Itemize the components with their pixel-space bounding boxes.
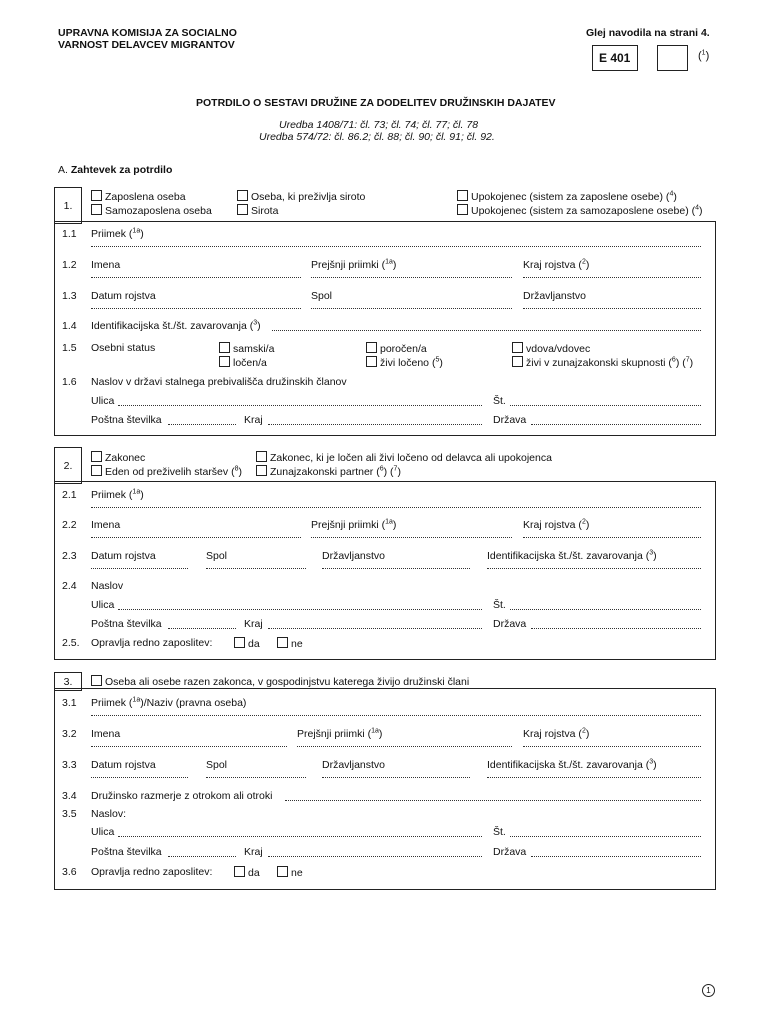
postcode-field[interactable] xyxy=(168,424,236,425)
s3-previous-surnames-label: Prejšnji priimki ($^{1a}$) xyxy=(297,727,383,740)
s3-street-field[interactable] xyxy=(118,836,482,837)
s2-country-label: Država xyxy=(493,618,527,630)
s3-address-label: Naslov: xyxy=(91,808,127,820)
checkbox[interactable] xyxy=(219,356,230,367)
s2-nationality-field[interactable] xyxy=(322,568,470,569)
house-number-label: Št. xyxy=(493,395,506,407)
checkbox[interactable] xyxy=(234,637,245,648)
row-3-5-number: 3.5 xyxy=(62,808,77,820)
s2-employment-label: Opravlja redno zaposlitev: xyxy=(91,637,213,649)
postcode-label: Poštna številka xyxy=(91,414,162,426)
s2-house-number-label: Št. xyxy=(493,599,506,611)
checkbox[interactable] xyxy=(277,637,288,648)
instructions-note: Glej navodila na strani 4. xyxy=(586,27,710,39)
section-3-box xyxy=(54,688,716,890)
forenames-label: Imena xyxy=(91,259,121,271)
regulation-1: Uredba 1408/71: čl. 73; čl. 74; čl. 77; čl. 78 xyxy=(279,119,479,131)
row-3-2-number: 3.2 xyxy=(62,728,77,740)
s2-id-number-label: Identifikacijska št./št. zavarovanja ($^3$) xyxy=(487,549,657,562)
forenames-field[interactable] xyxy=(91,277,301,278)
nationality-field[interactable] xyxy=(523,308,701,309)
s3-postcode-label: Poštna številka xyxy=(91,846,162,858)
s2-street-label: Ulica xyxy=(91,599,115,611)
s2-previous-surnames-label: Prejšnji priimki ($^{1a}$) xyxy=(311,518,397,531)
s2-street-field[interactable] xyxy=(118,609,482,610)
s3-employment-label: Opravlja redno zaposlitev: xyxy=(91,866,213,878)
s3-relationship-label: Družinsko razmerje z otrokom ali otroki xyxy=(91,790,273,802)
checkbox[interactable] xyxy=(512,356,523,367)
section-a-title: Zahtevek za potrdilo xyxy=(70,164,173,176)
s2-country-field[interactable] xyxy=(531,628,701,629)
s3-house-number-label: Št. xyxy=(493,826,506,838)
house-number-field[interactable] xyxy=(510,405,701,406)
birthplace-label: Kraj rojstva ($^2$) xyxy=(523,258,590,271)
status-single[interactable]: samski/a xyxy=(219,342,274,355)
birthplace-field[interactable] xyxy=(523,277,701,278)
form-code-box xyxy=(592,45,638,71)
id-number-field[interactable] xyxy=(272,330,701,331)
s2-sex-label: Spol xyxy=(206,550,228,562)
checkbox[interactable] xyxy=(91,451,102,462)
checkbox[interactable] xyxy=(237,190,248,201)
checkbox[interactable] xyxy=(237,204,248,215)
checkbox[interactable] xyxy=(91,675,102,686)
form-code: E 401 xyxy=(599,51,631,65)
s2-nationality-label: Državljanstvo xyxy=(322,550,386,562)
checkbox[interactable] xyxy=(234,866,245,877)
s2-id-number-field[interactable] xyxy=(487,568,701,569)
s1-opt-selfemployed[interactable]: Samozaposlena oseba xyxy=(91,204,212,217)
org-name-line2: VARNOST DELAVCEV MIGRANTOV xyxy=(58,39,235,51)
s2-sex-field[interactable] xyxy=(206,568,306,569)
status-cohabiting[interactable]: živi v zunajzakonski skupnosti ($^6$) ($^7$) xyxy=(512,356,693,369)
town-field[interactable] xyxy=(268,424,482,425)
s2-town-field[interactable] xyxy=(268,628,482,629)
checkbox[interactable] xyxy=(91,190,102,201)
id-number-label: Identifikacijska št./št. zavarovanja ($^3$) xyxy=(91,319,261,332)
s3-nationality-label: Državljanstvo xyxy=(322,759,386,771)
s1-opt-pensioner-employed[interactable]: Upokojenec (sistem za zaposlene osebe) ($^4$) xyxy=(457,190,677,203)
checkbox[interactable] xyxy=(366,342,377,353)
status-divorced[interactable]: ločen/a xyxy=(219,356,267,369)
s3-house-number-field[interactable] xyxy=(510,836,701,837)
s3-employment-yes[interactable]: da xyxy=(234,866,260,879)
page-number-mark: 1 xyxy=(702,984,715,997)
s3-birthdate-label: Datum rojstva xyxy=(91,759,156,771)
section-a-heading xyxy=(58,164,172,176)
s2-opt-spouse[interactable]: Zakonec xyxy=(91,451,145,464)
s2-birthplace-label: Kraj rojstva ($^2$) xyxy=(523,518,590,531)
row-2-5-number: 2.5. xyxy=(62,637,80,649)
s2-postcode-field[interactable] xyxy=(168,628,236,629)
s2-opt-separated-spouse[interactable]: Zakonec, ki je ločen ali živi ločeno od delavca ali upokojenca xyxy=(256,451,552,464)
s3-town-label: Kraj xyxy=(244,846,263,858)
street-label: Ulica xyxy=(91,395,115,407)
s3-birthplace-field[interactable] xyxy=(523,746,701,747)
row-2-4-number: 2.4 xyxy=(62,580,77,592)
s2-opt-partner[interactable]: Zunajzakonski partner ($^6$) ($^7$) xyxy=(256,465,401,478)
country-label: Država xyxy=(493,414,527,426)
s2-employment-no[interactable]: ne xyxy=(277,637,303,650)
row-1-1-label: Priimek ($^{1a}$) xyxy=(91,227,144,240)
s3-surname-label: Priimek ($^{1a}$)/Naziv (pravna oseba) xyxy=(91,696,247,709)
s3-employment-no[interactable]: ne xyxy=(277,866,303,879)
s3-country-field[interactable] xyxy=(531,856,701,857)
street-field[interactable] xyxy=(118,405,482,406)
row-3-3-number: 3.3 xyxy=(62,759,77,771)
row-3-4-number: 3.4 xyxy=(62,790,77,802)
s2-previous-surnames-field[interactable] xyxy=(311,537,512,538)
section-1-number: 1. xyxy=(54,187,82,224)
row-1-3-number: 1.3 xyxy=(62,290,77,302)
row-1-4-number: 1.4 xyxy=(62,320,77,332)
row-2-1-number: 2.1 xyxy=(62,489,77,501)
s3-nationality-field[interactable] xyxy=(322,777,470,778)
status-separated[interactable]: živi ločeno ($^5$) xyxy=(366,356,443,369)
s2-house-number-field[interactable] xyxy=(510,609,701,610)
birthdate-field[interactable] xyxy=(91,308,301,309)
s3-sex-field[interactable] xyxy=(206,777,306,778)
row-1-2-number: 1.2 xyxy=(62,259,77,271)
s3-birthplace-label: Kraj rojstva ($^2$) xyxy=(523,727,590,740)
form-title: POTRDILO O SESTAVI DRUŽINE ZA DODELITEV DRUŽINSKIH DAJATEV xyxy=(196,97,556,109)
town-label: Kraj xyxy=(244,414,263,426)
s1-opt-pensioner-selfemployed[interactable]: Upokojenec (sistem za samozaposlene osebe) ($^4$) xyxy=(457,204,703,217)
s3-town-field[interactable] xyxy=(268,856,482,857)
country-field[interactable] xyxy=(531,424,701,425)
sex-label: Spol xyxy=(311,290,333,302)
section-3-number: 3. xyxy=(54,672,82,691)
s3-birthdate-field[interactable] xyxy=(91,777,188,778)
s3-sex-label: Spol xyxy=(206,759,228,771)
checkbox[interactable] xyxy=(219,342,230,353)
checkbox[interactable] xyxy=(277,866,288,877)
s3-surname-field[interactable] xyxy=(91,715,701,716)
nationality-label: Državljanstvo xyxy=(523,290,587,302)
checkbox[interactable] xyxy=(256,451,267,462)
row-1-1-number: 1.1 xyxy=(62,228,77,240)
s2-employment-yes[interactable]: da xyxy=(234,637,260,650)
form-code-footnote: ($^1$) xyxy=(698,49,710,62)
s1-opt-orphan[interactable]: Sirota xyxy=(237,204,278,217)
s3-relationship-field[interactable] xyxy=(285,800,701,801)
s3-id-number-field[interactable] xyxy=(487,777,701,778)
checkbox[interactable] xyxy=(457,204,468,215)
s3-country-label: Država xyxy=(493,846,527,858)
s3-forenames-field[interactable] xyxy=(91,746,287,747)
s3-opt-other-person[interactable]: Oseba ali osebe razen zakonca, v gospodinjstvu katerega živijo družinski člani xyxy=(91,675,469,688)
checkbox[interactable] xyxy=(366,356,377,367)
s2-surname-field[interactable] xyxy=(91,507,701,508)
row-2-3-number: 2.3 xyxy=(62,550,77,562)
family-address-label: Naslov v državi stalnega prebivališča družinskih članov xyxy=(91,376,347,388)
status-married[interactable]: poročen/a xyxy=(366,342,427,355)
row-1-6-number: 1.6 xyxy=(62,376,77,388)
birthdate-label: Datum rojstva xyxy=(91,290,156,302)
s3-previous-surnames-field[interactable] xyxy=(297,746,512,747)
checkbox[interactable] xyxy=(91,465,102,476)
s1-opt-orphan-supporter[interactable]: Oseba, ki preživlja siroto xyxy=(237,190,365,203)
row-2-2-number: 2.2 xyxy=(62,519,77,531)
s2-birthplace-field[interactable] xyxy=(523,537,701,538)
s2-birthdate-field[interactable] xyxy=(91,568,188,569)
s2-opt-surviving-parent[interactable]: Eden od preživelih staršev ($^8$) xyxy=(91,465,242,478)
sex-field[interactable] xyxy=(311,308,512,309)
s3-postcode-field[interactable] xyxy=(168,856,236,857)
s2-postcode-label: Poštna številka xyxy=(91,618,162,630)
form-code-extra-box[interactable] xyxy=(657,45,688,71)
s3-id-number-label: Identifikacijska št./št. zavarovanja ($^3$) xyxy=(487,758,657,771)
s2-birthdate-label: Datum rojstva xyxy=(91,550,156,562)
s3-forenames-label: Imena xyxy=(91,728,121,740)
s1-opt-employed[interactable]: Zaposlena oseba xyxy=(91,190,186,203)
status-widowed[interactable]: vdova/vdovec xyxy=(512,342,590,355)
checkbox[interactable] xyxy=(91,204,102,215)
s2-address-label: Naslov xyxy=(91,580,124,592)
section-2-number: 2. xyxy=(54,447,82,484)
regulation-2: Uredba 574/72: čl. 86.2; čl. 88; čl. 90; čl. 91; čl. 92. xyxy=(259,131,495,143)
s2-forenames-field[interactable] xyxy=(91,537,301,538)
s2-forenames-label: Imena xyxy=(91,519,121,531)
checkbox[interactable] xyxy=(512,342,523,353)
org-name-line1: UPRAVNA KOMISIJA ZA SOCIALNO xyxy=(58,27,237,39)
surname-field[interactable] xyxy=(91,246,701,247)
section-a-letter: A. xyxy=(58,164,68,176)
s2-town-label: Kraj xyxy=(244,618,263,630)
s2-surname-label: Priimek ($^{1a}$) xyxy=(91,488,144,501)
row-3-1-number: 3.1 xyxy=(62,697,77,709)
marital-status-label: Osebni status xyxy=(91,342,156,354)
row-1-5-number: 1.5 xyxy=(62,342,77,354)
checkbox[interactable] xyxy=(457,190,468,201)
s3-street-label: Ulica xyxy=(91,826,115,838)
checkbox[interactable] xyxy=(256,465,267,476)
previous-surnames-field[interactable] xyxy=(311,277,512,278)
row-3-6-number: 3.6 xyxy=(62,866,77,878)
previous-surnames-label: Prejšnji priimki ($^{1a}$) xyxy=(311,258,397,271)
